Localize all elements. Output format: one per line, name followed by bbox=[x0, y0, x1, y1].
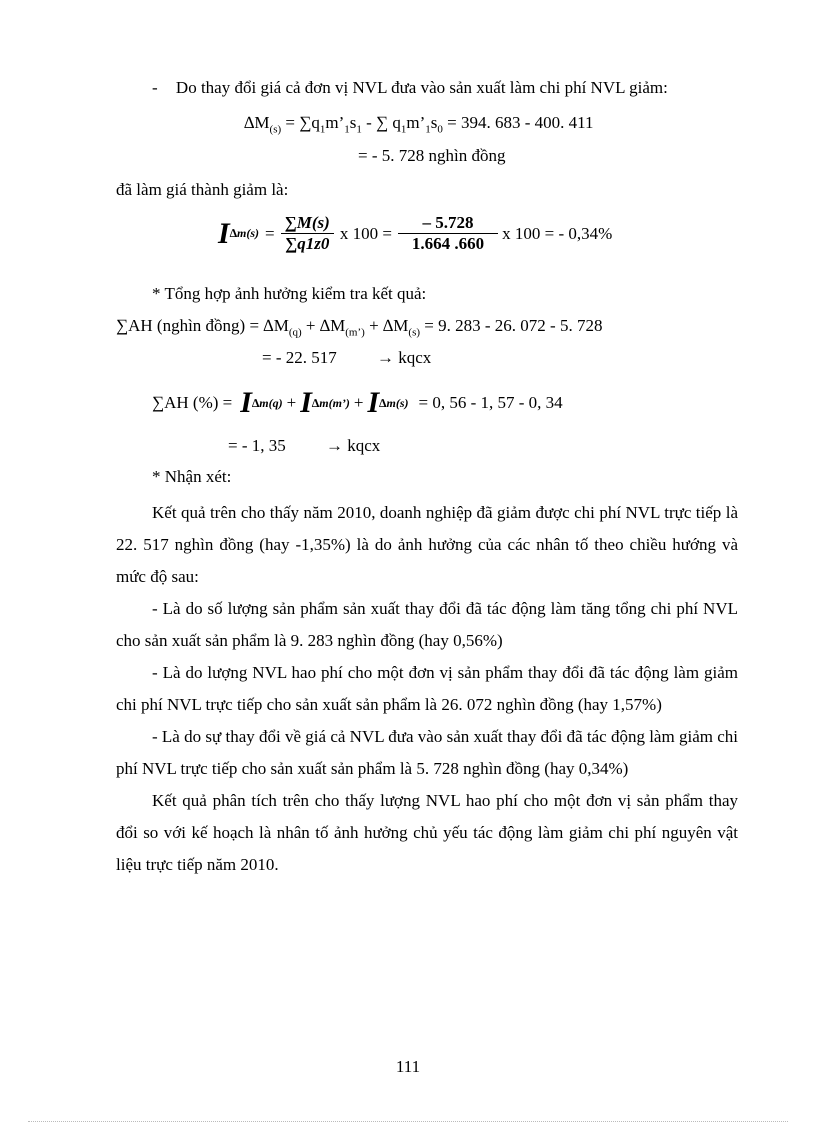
paragraph: - Là do sự thay đổi về giá cả NVL đưa vào sản xuất thay đổi đã tác động làm giảm chi phí NVL trực tiếp cho sản xuất sản phẩm là 5. 728 nghìn đồng (hay 0,34%) bbox=[116, 727, 738, 778]
sum-ah-result-line bbox=[262, 348, 431, 368]
eq1-s1sub: 1 bbox=[356, 123, 362, 136]
equation-1-result: = - 5. 728 nghìn đồng bbox=[358, 146, 506, 165]
sum-pct-I2-sub: ∆m(m’) bbox=[311, 395, 350, 410]
sum-pct-I3: I bbox=[367, 386, 380, 419]
sum-ah-sub-m: (m’) bbox=[345, 326, 365, 339]
sum-ah-sub-s: (s) bbox=[408, 326, 421, 339]
eq2-numerator-2: – 5.728 bbox=[398, 213, 498, 234]
sum-pct-plus1: + bbox=[286, 393, 297, 412]
summary-title: * Tổng hợp ảnh hưởng kiểm tra kết quả: bbox=[152, 284, 427, 303]
eq2-result: x 100 = - 0,34% bbox=[502, 223, 613, 243]
equation-index-m-s bbox=[218, 213, 612, 254]
sum-ah-sub-q: (q) bbox=[288, 326, 302, 339]
eq2-I: I bbox=[218, 216, 230, 250]
eq1-q1b: 1 bbox=[400, 123, 407, 136]
sum-pct-result: = - 1, 35 bbox=[228, 436, 286, 455]
eq1-mid: = ∑q bbox=[281, 113, 320, 132]
sum-pct-values: = 0, 56 - 1, 57 - 0, 34 bbox=[418, 393, 563, 412]
eq1-q1: 1 bbox=[319, 123, 326, 136]
sum-pct-I2: I bbox=[300, 386, 312, 419]
sum-pct-plus2: + bbox=[353, 393, 364, 412]
sum-ah-equation bbox=[116, 316, 602, 338]
bullet-dash: - bbox=[152, 78, 158, 97]
sum-pct-label: ∑AH (%) = bbox=[152, 393, 233, 412]
eq1-s0sub: 0 bbox=[437, 123, 443, 136]
eq1-rhs: = 394. 683 - 400. 411 bbox=[442, 113, 594, 132]
eq2-I-sub: ∆m(s) bbox=[229, 226, 260, 240]
sum-ah-plus2: + ∆M bbox=[364, 316, 409, 335]
eq1-m2: m’ bbox=[406, 113, 426, 132]
eq1-delta: ∆M bbox=[244, 113, 270, 132]
sum-ah-arrow: → kqcx bbox=[377, 348, 432, 367]
sum-ah-result: = - 22. 517 bbox=[262, 348, 337, 367]
eq1-m2sub: 1 bbox=[425, 123, 431, 136]
eq2-fraction-1 bbox=[281, 213, 334, 254]
sum-pct-I1-sub: ∆m(q) bbox=[251, 395, 283, 410]
sum-pct-I1: I bbox=[240, 386, 252, 419]
bullet-line bbox=[152, 78, 668, 98]
eq1-sub-s: (s) bbox=[269, 123, 282, 136]
sum-ah-plus1: + ∆M bbox=[301, 316, 346, 335]
sum-pct-arrow: → kqcx bbox=[326, 436, 381, 455]
sum-pct-result-line bbox=[228, 436, 380, 456]
remark-title: * Nhận xét: bbox=[152, 467, 232, 486]
page-border-dotted bbox=[28, 1121, 788, 1122]
bullet-text: Do thay đổi giá cả đơn vị NVL đưa vào sản xuất làm chi phí NVL giảm: bbox=[175, 78, 668, 97]
price-label: đã làm giá thành giảm là: bbox=[116, 180, 289, 199]
equation-delta-m-s bbox=[244, 113, 594, 135]
sum-pct-equation bbox=[152, 386, 563, 420]
paragraph: Kết quả phân tích trên cho thấy lượng NVL hao phí cho một đơn vị sản phẩm thay đổi so với kế hoạch là nhân tố ảnh hưởng chủ yếu tác động làm giảm chi phí nguyên vật liệu trực tiếp năm 2010. bbox=[116, 791, 738, 874]
eq2-denominator: ∑q1z0 bbox=[285, 234, 330, 253]
eq2-fraction-2 bbox=[398, 213, 498, 254]
eq1-s1: s bbox=[349, 113, 357, 132]
page-number: 111 bbox=[395, 1057, 421, 1076]
eq2-times: x 100 = bbox=[339, 223, 392, 243]
eq1-s0: s bbox=[430, 113, 438, 132]
paragraph: - Là do số lượng sản phẩm sản xuất thay đổi đã tác động làm tăng tổng chi phí NVL cho sản xuất sản phẩm là 9. 283 nghìn đồng (hay 0,56%) bbox=[116, 599, 738, 650]
paragraph: - Là do lượng NVL hao phí cho một đơn vị sản phẩm thay đổi đã tác động làm giảm chi phí NVL trực tiếp cho sản xuất sản phẩm là 26. 072 nghìn đồng (hay 1,57%) bbox=[116, 663, 738, 714]
eq1-m1: m’ bbox=[325, 113, 345, 132]
eq2-denominator-2: 1.664 .660 bbox=[411, 234, 485, 253]
sum-pct-I3-sub: ∆m(s) bbox=[379, 395, 409, 410]
eq1-minus: - ∑ q bbox=[361, 113, 401, 132]
eq1-m1sub: 1 bbox=[344, 123, 350, 136]
remark-paragraphs bbox=[116, 497, 738, 881]
eq2-equals: = bbox=[265, 223, 275, 243]
paragraph: Kết quả trên cho thấy năm 2010, doanh nghiệp đã giảm được chi phí NVL trực tiếp là 22. 517 nghìn đồng (hay -1,35%) là do ảnh hưởng của các nhân tố theo chiều hướng và mức độ sau: bbox=[116, 503, 738, 586]
sum-ah-label: ∑AH (nghìn đồng) = ∆M bbox=[116, 316, 289, 335]
eq2-numerator: ∑M(s) bbox=[281, 213, 334, 234]
sum-ah-values: = 9. 283 - 26. 072 - 5. 728 bbox=[420, 316, 603, 335]
